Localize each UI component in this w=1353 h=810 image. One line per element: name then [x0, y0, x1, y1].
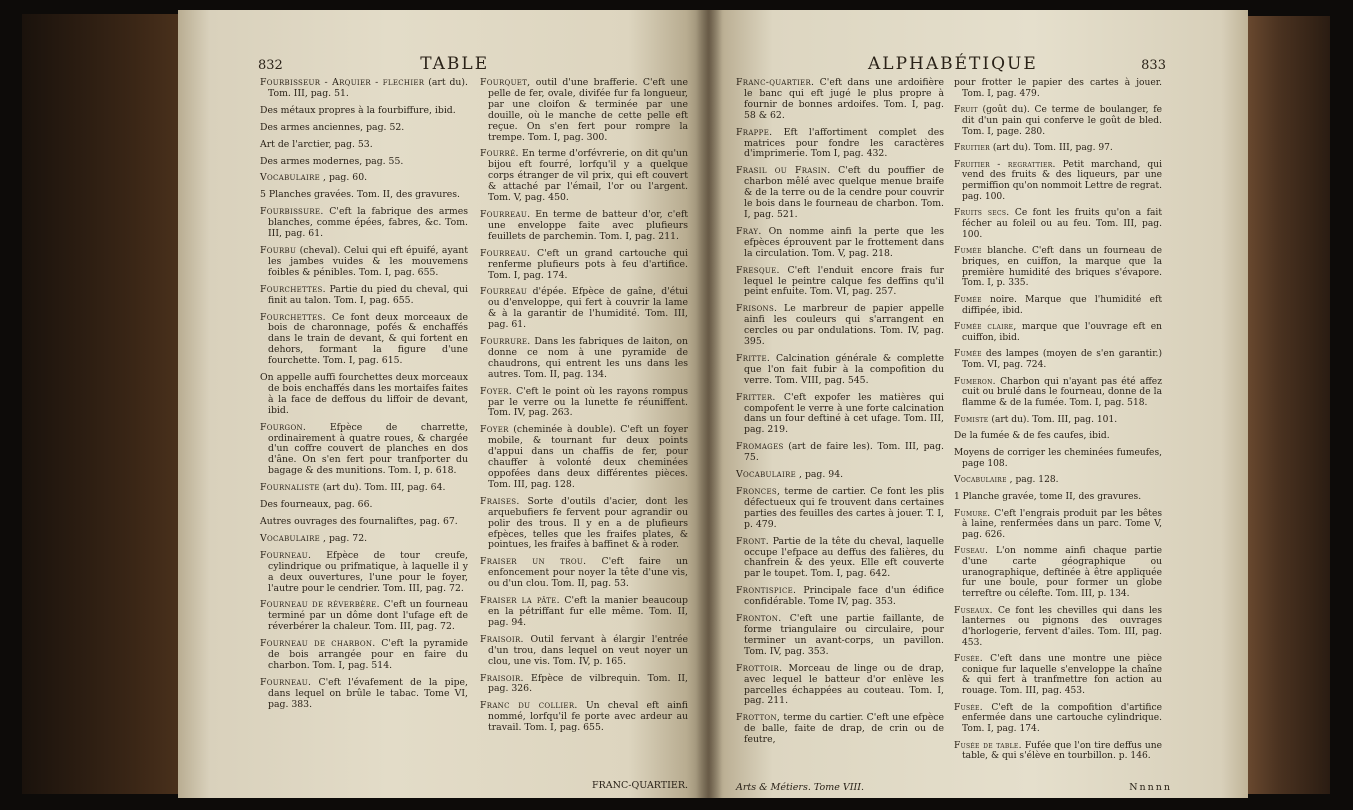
index-entry	[954, 208, 1162, 240]
entry-headword: Fray.	[736, 225, 762, 237]
entry-text: Calcination générale & complette que l'on fait fubir à la compofition du verre. Tom. VIII, pag. 545.	[744, 352, 944, 386]
index-entry	[954, 377, 1162, 409]
entry-text: (cheval). Celui qui eft épuifé, ayant les jambes vuides & les mouvemens foibles & pénibles. Tom. I, pag. 655.	[268, 244, 468, 278]
index-entry	[954, 246, 1162, 289]
entry-text: C'eft l'engrais produit par les bêtes à laine, renfermées dans un parc. Tome V, pag. 626.	[962, 508, 1162, 540]
right-column-1	[736, 78, 944, 752]
entry-text: Le marbreur de papier appelle ainfi les couleurs qui s'arrangent en cercles ou par ondulations. Tom. IV, pag. 395.	[744, 303, 944, 348]
index-entry	[260, 190, 468, 201]
book-cover-left	[22, 14, 182, 794]
entry-headword: Fusée de table.	[954, 740, 1022, 751]
entry-headword: Foyer	[480, 424, 509, 436]
index-entry	[480, 337, 688, 381]
entry-text: (goût du). Ce terme de boulanger, fe dit d'un pain qui conferve le goût de bled. Tom. I, page. 280.	[962, 105, 1162, 137]
entry-headword: Fronces,	[736, 486, 781, 497]
entry-headword: Fumiste	[954, 414, 989, 425]
entry-headword: Fritte.	[736, 352, 771, 364]
index-entry	[260, 246, 468, 279]
entry-headword: Vocabulaire	[954, 475, 1007, 486]
index-entry	[736, 537, 944, 581]
entry-headword: Fronton.	[736, 613, 782, 625]
entry-headword: Fusée.	[954, 702, 983, 713]
book-gutter	[696, 10, 722, 798]
entry-headword: Fourchettes.	[260, 311, 326, 323]
index-entry	[480, 387, 688, 420]
entry-text: Ce font deux morceaux de bois de charonnage, pofés & enchaffés dans le train de devant, & qui fortent en dehors, formant la figure d'une fourchette. Tom. I, pag. 615.	[268, 311, 468, 367]
right-running-head: ALPHABÉTIQUE	[868, 54, 1038, 74]
entry-text: , pag. 60.	[323, 172, 368, 184]
entry-headword: Fumée claire,	[954, 322, 1017, 333]
entry-text: C'eft dans une ardoifière le banc qui eft jugé le plus propre à fournir de bonnes ardoifes. Tom. I, pag. 58 & 62.	[744, 77, 944, 121]
entry-headword: Fourneau de réverbère.	[260, 599, 380, 611]
entry-text: Partie du pied du cheval, qui finit au talon. Tom. I, pag. 655.	[268, 283, 468, 306]
entry-text: C'eft la pyramide de bois arrangée pour en faire du charbon. Tom. I, pag. 514.	[268, 638, 468, 671]
book-cover-right	[1245, 16, 1330, 794]
entry-text: (art de faire les). Tom. III, pag. 75.	[744, 441, 944, 464]
entry-headword: Vocabulaire	[736, 469, 797, 481]
entry-headword: Fraiser la pâte.	[480, 595, 560, 607]
entry-text: Un cheval eft ainfi nommé, lorfqu'il fe porte avec ardeur au travail. Tom. I, pag. 655.	[488, 700, 688, 734]
index-entry	[954, 546, 1162, 599]
entry-headword: Fourneau.	[260, 676, 312, 688]
index-entry	[260, 423, 468, 478]
entry-text: outil d'une brafferie. C'eft une pelle de fer, ovale, divifée fur fa longueur, par une cloifon & terminée par une douille, où le manche de cette pelle eft reçue. On s'en fert pour rompre la trempe. Tom. I, pag. 300.	[488, 77, 688, 143]
entry-headword: Fourreau	[480, 286, 528, 298]
entry-text: Des armes modernes, pag. 55.	[260, 155, 404, 167]
entry-text: C'eft un grand cartouche qui renferme plufieurs pots à feu d'artifice. Tom. I, pag. 174.	[488, 247, 688, 281]
entry-headword: Frasil ou Frasin.	[736, 165, 831, 177]
entry-headword: Fruits secs.	[954, 208, 1010, 219]
entry-text: noire. Marque que l'humidité eft diffipée, ibid.	[962, 294, 1162, 316]
entry-text: (art du). Tom. III, pag. 101.	[991, 414, 1118, 425]
entry-headword: Fraises.	[480, 495, 520, 507]
index-entry	[260, 373, 468, 417]
entry-text: Partie de la tête du cheval, laquelle occupe l'efpace au deffus des falières, du chanfrein & des yeux. Elle eft couverte par le toupet. Tom. I, pag. 642.	[744, 535, 944, 580]
entry-text: Des fourneaux, pag. 66.	[260, 499, 373, 511]
index-entry	[260, 173, 468, 184]
entry-text: Autres ouvrages des fournaliftes, pag. 67.	[260, 516, 458, 527]
entry-text: Petit marchand, qui vend des fruits & des liqueurs, par une permiffion qu'on nommoit Lettre de regrat. pag. 100.	[962, 159, 1162, 202]
entry-text: Fufée que l'on tire deffus une table, & qui s'élève en tourbillon. p. 146.	[962, 740, 1162, 762]
index-entry	[736, 586, 944, 608]
entry-text: Outil fervant à élargir l'entrée d'un trou, dans lequel on veut noyer un clou, une vis. Tom. IV, p. 165.	[488, 633, 688, 667]
entry-headword: Fraisoir.	[480, 672, 524, 684]
entry-headword: Fumée	[954, 349, 982, 360]
index-entry	[954, 78, 1162, 99]
entry-text: terme de cartier. Ce font les plis défectueux qui fe trouvent dans certaines parties des feuilles des cartes à jouer. T. I, p. 479.	[744, 486, 944, 530]
entry-text: (art du). Tom. III, pag. 51.	[268, 77, 468, 99]
entry-headword: Frisons.	[736, 303, 778, 315]
index-entry	[954, 415, 1162, 426]
entry-headword: Fourquet,	[480, 77, 531, 88]
entry-text: Des métaux propres à la fourbiffure, ibid.	[260, 104, 456, 116]
index-entry	[260, 313, 468, 368]
index-entry	[736, 393, 944, 437]
left-column-1	[260, 78, 468, 717]
index-entry	[954, 431, 1162, 442]
index-entry	[480, 149, 688, 204]
index-entry	[736, 166, 944, 221]
entry-text: (cheminée à double). C'eft un foyer mobile, & tournant fur deux points d'appui dans un chaffis de fer, pour chauffer à volonté deux cheminées oppofées dans deux différentes pièces. Tom. III, pag. 128.	[488, 424, 688, 490]
index-entry	[954, 105, 1162, 137]
index-entry	[260, 678, 468, 711]
entry-headword: Fumée	[954, 246, 982, 257]
left-column-2	[480, 78, 688, 740]
entry-headword: Fourrure.	[480, 336, 531, 348]
index-entry	[260, 517, 468, 528]
entry-text: L'on nomme ainfi chaque partie d'une carte géographique ou uranographique, deftinée à être appliquée fur une boule, pour former un globe terreftre ou célefte. Tom. III, p. 134.	[962, 546, 1162, 599]
entry-text: C'eft l'évafement de la pipe, dans lequel on brûle le tabac. Tome VI, pag. 383.	[268, 676, 468, 710]
entry-headword: Fourreau.	[480, 247, 531, 259]
index-entry	[260, 123, 468, 134]
catchword: FRANC-QUARTIER.	[592, 780, 688, 791]
entry-headword: Foyer.	[480, 385, 512, 397]
entry-headword: Fourneau.	[260, 549, 312, 561]
entry-text: Moyens de corriger les cheminées fumeufes, page 108.	[954, 447, 1162, 469]
entry-text: blanche. C'eft dans un fourneau de briques, en cuiffon, la marque que la première humidité des briques s'évapore. Tom. I, p. 335.	[962, 246, 1162, 289]
entry-text: 5 Planches gravées. Tom. II, des gravures.	[260, 189, 461, 201]
index-entry	[260, 534, 468, 545]
index-entry	[954, 475, 1162, 486]
right-page-header	[868, 54, 1166, 74]
entry-text: Dans les fabriques de laiton, on donne ce nom à une pyramide de chaudrons, qui entrent les uns dans les autres. Tom. II, pag. 134.	[488, 336, 688, 380]
entry-text: pour frotter le papier des cartes à jouer. Tom. I, pag. 479.	[954, 78, 1162, 99]
left-page-header	[258, 54, 489, 74]
index-entry	[480, 557, 688, 590]
index-entry	[736, 442, 944, 464]
index-entry	[954, 160, 1162, 203]
index-entry	[260, 600, 468, 633]
entry-headword: Fourbu	[260, 244, 297, 256]
entry-headword: Franc du collier.	[480, 700, 578, 712]
entry-text: des lampes (moyen de s'en garantir.) Tom. VI, pag. 724.	[962, 349, 1162, 371]
entry-headword: Fruitier - regrattier.	[954, 159, 1056, 170]
entry-text: Charbon qui n'ayant pas été affez cuit ou brulé dans le fourneau, donne de la flamme & de la fumée. Tom. I, pag. 518.	[962, 376, 1162, 409]
index-entry	[736, 487, 944, 531]
signature-text: Arts & Métiers. Tome VIII.	[736, 782, 864, 793]
index-entry	[480, 701, 688, 734]
entry-headword: Fourneau de charbon.	[260, 638, 376, 650]
index-entry	[480, 249, 688, 282]
entry-text: Art de l'arctier, pag. 53.	[260, 138, 373, 150]
entry-text: En terme de batteur d'or, c'eft une enveloppe faite avec plufieurs feuillets de parchemin. Tom. I, pag. 211.	[488, 208, 688, 242]
entry-text: On nomme ainfi la perte que les efpèces éprouvent par le frottement dans la circulation. Tom. V, pag. 218.	[744, 225, 944, 259]
index-entry	[954, 509, 1162, 541]
index-entry	[480, 674, 688, 696]
index-entry	[260, 551, 468, 595]
entry-headword: Fourchettes.	[260, 283, 326, 295]
index-entry	[736, 266, 944, 299]
index-entry	[260, 78, 468, 100]
entry-text: Des armes anciennes, pag. 52.	[260, 121, 405, 133]
entry-headword: Frottoir.	[736, 662, 783, 674]
index-entry	[954, 606, 1162, 649]
left-running-head: TABLE	[420, 54, 490, 74]
entry-headword: Fumure.	[954, 508, 991, 519]
entry-text: De la fumée & de fes caufes, ibid.	[954, 431, 1110, 442]
index-entry	[260, 483, 468, 494]
entry-text: Efpèce de tour creufe, cylindrique ou prifmatique, à laquelle il y a deux ouvertures, l'une pour le foyer, l'autre pour le cendrier. Tom. III, pag. 72.	[268, 549, 468, 594]
entry-headword: Vocabulaire	[260, 532, 321, 544]
entry-text: Morceau de linge ou de drap, avec lequel le batteur d'or enlève les parcelles échappées au couteau. Tom. I, pag. 211.	[744, 662, 944, 707]
entry-text: C'eft expofer les matières qui compofent le verre à une forte calcination dans un four deftiné à cet ufage. Tom. III, pag. 219.	[744, 391, 944, 436]
index-entry	[260, 285, 468, 307]
entry-headword: Fourbissure.	[260, 206, 324, 218]
index-entry	[260, 106, 468, 117]
index-entry	[260, 500, 468, 511]
entry-text: (art du). Tom. III, pag. 97.	[992, 143, 1113, 154]
index-entry	[480, 210, 688, 243]
entry-text: d'épée. Efpèce de gaîne, d'étui ou d'enveloppe, qui fert à couvrir la lame & à la garantir de l'humidité. Tom. III, pag. 61.	[488, 286, 688, 331]
entry-text: , pag. 128.	[1009, 475, 1059, 486]
entry-headword: Fourré.	[480, 148, 519, 160]
entry-headword: Fruit	[954, 105, 978, 116]
right-column-2	[954, 78, 1162, 768]
entry-headword: Fusée.	[954, 654, 983, 665]
entry-headword: Fromages	[736, 441, 784, 453]
entry-headword: Fraiser un trou.	[480, 556, 587, 568]
index-entry	[954, 703, 1162, 735]
index-entry	[954, 492, 1162, 503]
entry-text: C'eft le point où les rayons rompus par le verre ou la lunette fe réuniffent. Tom. IV, pag. 263.	[488, 385, 688, 419]
entry-text: Ce font les chevilles qui dans les lanternes ou pignons des ouvrages d'horlogerie, fervent d'ailes. Tom. III, pag. 453.	[962, 605, 1162, 648]
entry-text: En terme d'orfévrerie, on dit qu'un bijou eft fourré, lorfqu'il y a quelque corps étranger de vil prix, qui eft couvert & attaché par l'émail, l'or ou l'argent. Tom. V, pag. 450.	[488, 148, 688, 204]
index-entry	[260, 207, 468, 240]
entry-headword: Front.	[736, 535, 770, 547]
index-entry	[954, 654, 1162, 697]
right-page-number: 833	[1141, 58, 1166, 73]
entry-headword: Fourreau.	[480, 208, 531, 220]
index-entry	[736, 470, 944, 481]
entry-headword: Fruitier	[954, 143, 990, 154]
index-entry	[260, 140, 468, 151]
entry-text: marque que l'ouvrage eft en cuiffon, ibid.	[962, 322, 1162, 343]
entry-text: terme du cartier. C'eft une efpèce de balle, faite de drap, de crin ou de feutre,	[744, 712, 944, 746]
entry-headword: Fuseau.	[954, 546, 989, 557]
right-page	[708, 10, 1248, 798]
entry-text: , pag. 72.	[323, 532, 368, 544]
entry-headword: Fritter.	[736, 391, 776, 403]
index-entry	[480, 78, 688, 143]
entry-text: C'eft de la compofition d'artifice enfermée dans une cartouche cylindrique. Tom. I, pag. 174.	[962, 702, 1162, 735]
index-entry	[736, 664, 944, 708]
entry-headword: Frotton,	[736, 712, 781, 724]
entry-headword: Fumée	[954, 294, 982, 305]
entry-text: C'eft du pouffier de charbon mêlé avec quelque menue braife & de la terre ou de la cendre pour couvrir le bois dans le fourneau de charbon. Tom. I, pag. 521.	[744, 165, 944, 220]
entry-text: Efpèce de vilbrequin. Tom. II, pag. 326.	[488, 672, 688, 695]
entry-headword: Fourgon.	[260, 421, 307, 433]
entry-text: Efpèce de charrette, ordinairement à quatre roues, & chargée d'un coffre couvert de planches en dos d'âne. On s'en fert pour tranfporter du bagage & des munitions. Tom. I, p. 618.	[268, 421, 468, 477]
entry-headword: Frappe.	[736, 126, 773, 138]
entry-text: C'eft dans une montre une pièce conique fur laquelle s'enveloppe la chaîne & qui fert à tranfmettre fon action au rouage. Tom. III, pag. 453.	[962, 654, 1162, 697]
signature-line	[736, 782, 1172, 793]
entry-headword: Fresque.	[736, 264, 780, 276]
entry-headword: Fuseaux.	[954, 605, 993, 616]
entry-text: C'eft la fabrique des armes blanches, comme épées, fabres, &c. Tom. III, pag. 61.	[268, 206, 468, 240]
index-entry	[480, 596, 688, 629]
entry-text: C'eft la manier beaucoup en la pétriffant fur elle même. Tom. II, pag. 94.	[488, 595, 688, 628]
entry-headword: Vocabulaire	[260, 172, 321, 184]
index-entry	[954, 322, 1162, 343]
index-entry	[480, 497, 688, 552]
index-entry	[954, 448, 1162, 469]
entry-text: C'eft un fourneau terminé par un dôme dont l'ufage eft de réverbérer la chaleur. Tom. III, pag. 72.	[268, 599, 468, 633]
index-entry	[736, 227, 944, 260]
index-entry	[954, 741, 1162, 762]
entry-text: Principale face d'un édifice confidérable. Tome IV, pag. 353.	[744, 585, 944, 608]
signature-mark: Nnnnn	[1129, 782, 1172, 793]
entry-headword: Frontispice.	[736, 585, 797, 597]
entry-text: Sorte d'outils d'acier, dont les arquebufiers fe fervent pour agrandir ou polir des trous. Il y en a de plufieurs efpèces, telles que les fraifes plates, & pointues, les fraifes à baffinet & à roder.	[488, 495, 688, 551]
index-entry	[736, 304, 944, 348]
index-entry	[736, 354, 944, 387]
entry-text: C'eft une partie faillante, de forme triangulaire ou circulaire, pour terminer un avant-corps, un pavillon. Tom. IV, pag. 353.	[744, 613, 944, 657]
left-page	[178, 10, 708, 798]
index-entry	[954, 349, 1162, 370]
left-page-number: 832	[258, 58, 283, 73]
index-entry	[736, 713, 944, 746]
index-entry	[954, 295, 1162, 316]
entry-text: On appelle auffi fourchettes deux morceaux de bois enchaffés dans les mortaifes faites à la face de deffous du liffoir de devant, ibid.	[260, 372, 468, 416]
index-entry	[736, 614, 944, 658]
entry-text: (art du). Tom. III, pag. 64.	[322, 482, 446, 494]
entry-text: Eft l'affortiment complet des matrices pour fondre les caractères d'imprimerie. Tom I, pag. 432.	[744, 126, 944, 160]
entry-headword: Fraisoir.	[480, 633, 524, 645]
index-entry	[954, 143, 1162, 154]
entry-text: Ce font les fruits qu'on a fait fécher au foleil ou au feu. Tom. III, pag. 100.	[962, 208, 1162, 240]
index-entry	[480, 287, 688, 331]
entry-headword: Fournaliste	[260, 482, 320, 494]
index-entry	[480, 425, 688, 490]
entry-headword: Franc-quartier.	[736, 77, 815, 88]
index-entry	[736, 128, 944, 161]
index-entry	[480, 635, 688, 668]
entry-headword: Fourbisseur - Arquier - flechier	[260, 77, 425, 88]
entry-headword: Fumeron.	[954, 376, 996, 387]
entry-text: C'eft l'enduit encore frais fur lequel le peintre calque fes deffins qu'il peint enfuite. Tom. VI, pag. 257.	[744, 264, 944, 298]
entry-text: C'eft faire un enfoncement pour noyer la tête d'une vis, ou d'un clou. Tom. II, pag. 53.	[488, 556, 688, 590]
entry-text: , pag. 94.	[799, 469, 844, 481]
index-entry	[260, 157, 468, 168]
index-entry	[736, 78, 944, 122]
entry-text: 1 Planche gravée, tome II, des gravures.	[954, 491, 1142, 502]
index-entry	[260, 639, 468, 672]
